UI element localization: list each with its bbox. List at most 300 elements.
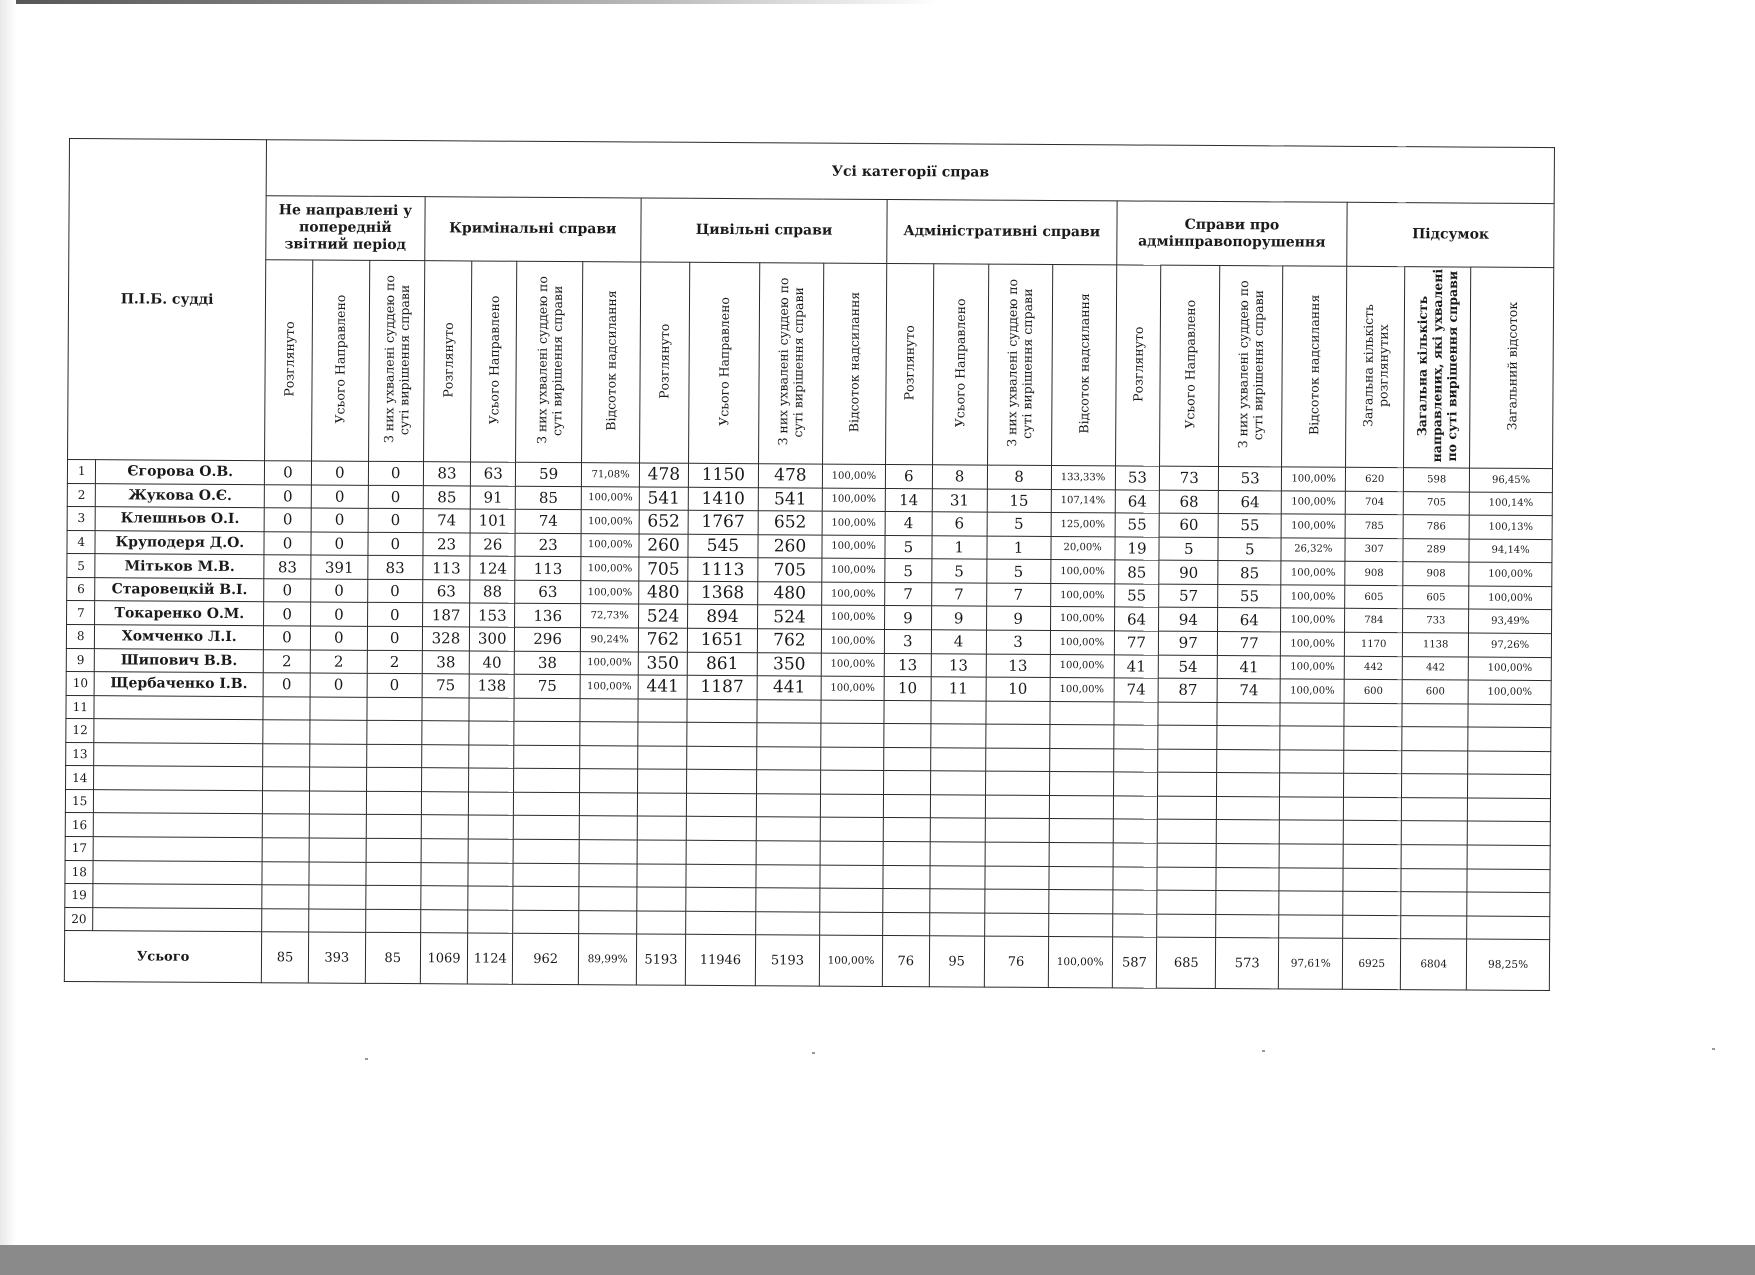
cell: 260 [639, 534, 688, 558]
judges-report-table [64, 138, 1555, 991]
cell: 100,00% [581, 510, 639, 534]
cell [513, 816, 579, 840]
cell: 96,45% [1470, 468, 1553, 492]
cell [469, 698, 514, 722]
cell [421, 862, 469, 886]
cell: 13 [884, 653, 931, 677]
cell [985, 819, 1049, 843]
cell [1401, 892, 1467, 916]
cell: 5 [885, 535, 932, 559]
cell: 55 [1115, 513, 1160, 537]
cell: 0 [264, 579, 311, 603]
all-categories-header: Усі категорії справ [266, 140, 1554, 204]
cell: 55 [1218, 514, 1281, 538]
cell: 0 [311, 532, 368, 556]
cell [263, 743, 310, 767]
cell [1279, 915, 1343, 939]
cell: 100,00% [1468, 680, 1551, 704]
scan-edge-top [0, 0, 940, 4]
cell: 894 [687, 605, 757, 629]
subheader-label: З них ухвалені суддею по суті вирішення справи [1004, 279, 1036, 448]
cell [469, 768, 514, 792]
cell: 100,00% [821, 653, 884, 677]
cell: 91 [471, 486, 516, 510]
judge-name: Клешньов О.І. [96, 507, 265, 532]
cell: 13 [931, 653, 986, 677]
subheader-g0-1 [311, 260, 369, 461]
cell: 524 [639, 604, 688, 628]
cell [930, 865, 985, 889]
cell [1113, 725, 1158, 749]
cell [468, 886, 513, 910]
judge-name [93, 860, 262, 885]
cell [1344, 703, 1402, 727]
cell [365, 909, 420, 933]
cell: 600 [1344, 679, 1402, 703]
cell [580, 745, 638, 769]
cell: 23 [423, 532, 471, 556]
total-cell: 587 [1112, 937, 1157, 988]
cell: 15 [987, 489, 1051, 513]
cell: 100,00% [1050, 678, 1114, 702]
cell [513, 910, 579, 934]
cell [263, 791, 310, 815]
total-cell: 100,00% [819, 935, 882, 986]
cell: 350 [638, 651, 687, 675]
cell: 85 [515, 486, 581, 510]
cell [309, 814, 366, 838]
cell [1343, 821, 1401, 845]
cell: 524 [757, 605, 821, 629]
cell [1049, 725, 1113, 749]
cell [884, 700, 931, 724]
cell [757, 699, 821, 723]
cell [309, 862, 366, 886]
subheader-label: Розглянуто [439, 322, 456, 398]
judge-name: Шипович В.В. [95, 648, 264, 673]
cell [1112, 890, 1157, 914]
subheader-label: З них ухвалені суддею по суті вирішення справи [380, 275, 412, 444]
cell [469, 839, 514, 863]
cell [1343, 891, 1401, 915]
cell [1279, 820, 1343, 844]
cell [930, 771, 985, 795]
cell [1157, 867, 1216, 891]
cell [931, 700, 986, 724]
cell [367, 721, 422, 745]
cell: 1 [987, 536, 1051, 560]
cell [929, 912, 984, 936]
cell: 0 [310, 673, 367, 697]
row-number: 10 [66, 672, 95, 696]
cell: 100,00% [1281, 490, 1345, 514]
cell: 100,00% [1280, 679, 1344, 703]
cell [1280, 773, 1344, 797]
subheader-g5-1 [1404, 267, 1471, 468]
cell [1113, 843, 1158, 867]
subheader-label: Усього Направлено [716, 297, 732, 426]
scan-speck [365, 1058, 368, 1060]
cell [580, 698, 638, 722]
cell: 74 [423, 509, 471, 533]
cell [1158, 702, 1217, 726]
cell: 74 [1217, 679, 1280, 703]
cell: 0 [368, 461, 423, 485]
total-cell: 573 [1216, 938, 1279, 989]
total-cell: 11946 [685, 935, 755, 986]
subheader-g3-3 [1051, 265, 1116, 466]
cell [883, 889, 930, 913]
cell: 0 [264, 626, 311, 650]
cell: 1187 [687, 675, 757, 699]
cell [821, 723, 884, 747]
subheader-g3-2 [987, 264, 1052, 465]
cell [309, 838, 366, 862]
cell [985, 771, 1049, 795]
row-number: 18 [65, 860, 94, 884]
cell: 94,14% [1469, 539, 1552, 563]
cell [637, 864, 686, 888]
cell: 0 [367, 626, 422, 650]
cell [1344, 774, 1402, 798]
cell [930, 842, 985, 866]
cell: 600 [1402, 680, 1468, 704]
cell: 5 [932, 559, 987, 583]
cell: 75 [514, 674, 580, 698]
cell [985, 842, 1049, 866]
cell [1158, 725, 1217, 749]
cell [513, 863, 579, 887]
subheader-g1-1 [471, 261, 517, 462]
cell [1344, 797, 1402, 821]
cell [984, 913, 1048, 937]
cell [1401, 915, 1467, 939]
cell [1402, 798, 1468, 822]
cell [1402, 703, 1468, 727]
cell [1279, 867, 1343, 891]
cell [263, 720, 310, 744]
cell: 0 [367, 603, 422, 627]
cell: 100,00% [581, 557, 639, 581]
cell: 391 [311, 555, 368, 579]
cell: 0 [310, 626, 367, 650]
cell: 90,24% [581, 628, 639, 652]
cell: 652 [639, 510, 688, 534]
cell: 74 [1114, 678, 1159, 702]
cell [883, 865, 930, 889]
cell: 71,08% [582, 463, 640, 487]
cell [1049, 748, 1113, 772]
cell: 97,26% [1469, 633, 1552, 657]
cell: 1170 [1345, 632, 1403, 656]
total-cell: 97,61% [1279, 938, 1343, 989]
cell: 85 [423, 485, 471, 509]
cell [1280, 726, 1344, 750]
cell: 296 [515, 627, 581, 651]
cell: 0 [263, 673, 310, 697]
cell [514, 769, 580, 793]
subheader-g5-2 [1470, 267, 1554, 469]
cell: 60 [1159, 513, 1218, 537]
row-number: 19 [65, 884, 94, 908]
cell [637, 911, 686, 935]
cell [580, 722, 638, 746]
cell: 23 [515, 533, 581, 557]
subheader-label: Усього Направлено [952, 298, 969, 428]
cell [366, 815, 421, 839]
cell: 100,00% [1050, 583, 1114, 607]
subheader-label: Загальна кількість розглянутих [1359, 303, 1391, 427]
subheader-g3-1 [932, 264, 988, 465]
subheader-label: Загальний відсоток [1503, 302, 1520, 431]
judge-name [94, 766, 263, 791]
cell: 113 [422, 556, 470, 580]
cell [757, 723, 821, 747]
total-cell: 76 [882, 936, 929, 987]
cell: 97 [1159, 631, 1218, 655]
judge-name: Мітьков М.В. [95, 554, 264, 579]
cell: 73 [1160, 466, 1219, 490]
cell: 6 [932, 512, 987, 536]
cell: 41 [1114, 654, 1159, 678]
cell [820, 865, 883, 889]
cell: 762 [757, 629, 821, 653]
cell [638, 722, 687, 746]
cell [820, 818, 883, 842]
cell: 2 [310, 649, 367, 673]
row-number: 15 [65, 789, 94, 813]
cell: 3 [986, 630, 1050, 654]
cell: 861 [687, 652, 757, 676]
cell [637, 887, 686, 911]
cell: 64 [1218, 490, 1281, 514]
judge-name [93, 884, 262, 909]
cell: 93,49% [1469, 609, 1552, 633]
total-cell: 76 [984, 936, 1048, 987]
cell: 100,00% [822, 511, 885, 535]
cell [1468, 798, 1551, 822]
cell [1216, 820, 1279, 844]
cell: 26,32% [1281, 538, 1345, 562]
cell: 100,00% [1280, 655, 1344, 679]
cell: 100,00% [1469, 586, 1552, 610]
cell [1113, 772, 1158, 796]
cell [262, 814, 309, 838]
cell: 705 [639, 557, 688, 581]
cell [883, 841, 930, 865]
judge-name: Жукова О.Є. [96, 483, 265, 508]
cell [1049, 819, 1113, 843]
cell: 85 [1114, 560, 1159, 584]
cell [820, 888, 883, 912]
cell: 101 [471, 509, 516, 533]
cell: 53 [1219, 467, 1282, 491]
cell [1157, 890, 1216, 914]
cell [1468, 751, 1551, 775]
cell [1279, 891, 1343, 915]
cell: 9 [884, 606, 931, 630]
subheader-g4-3 [1282, 266, 1347, 467]
cell [580, 793, 638, 817]
subheader-label: Відсоток надсилання [1306, 294, 1323, 436]
judge-name: Єгорова О.В. [96, 460, 265, 485]
subheader-g3-0 [886, 263, 934, 464]
cell: 307 [1345, 538, 1403, 562]
cell: 100,00% [821, 605, 884, 629]
cell: 541 [639, 487, 688, 511]
row-number: 4 [67, 530, 96, 554]
total-row [64, 931, 1549, 991]
cell [638, 699, 687, 723]
cell [637, 816, 686, 840]
cell: 38 [422, 650, 470, 674]
cell [366, 885, 421, 909]
total-cell: 85 [261, 932, 308, 983]
total-cell: 5193 [755, 935, 819, 986]
cell: 100,00% [1281, 561, 1345, 585]
subheader-label: Розглянуто [901, 324, 918, 401]
total-cell: 98,25% [1467, 939, 1550, 990]
cell [1279, 844, 1343, 868]
cell: 113 [515, 556, 581, 580]
cell: 100,00% [1282, 467, 1346, 491]
judge-name [94, 719, 263, 744]
cell: 100,00% [822, 558, 885, 582]
scan-speck [1712, 1048, 1715, 1050]
cell: 100,00% [822, 582, 885, 606]
cell: 908 [1345, 562, 1403, 586]
total-cell: 95 [929, 936, 984, 987]
scan-speck [812, 1052, 815, 1054]
subheader-g1-3 [582, 262, 641, 463]
cell [1344, 726, 1402, 750]
cell: 6 [885, 464, 932, 488]
cell: 13 [986, 654, 1050, 678]
cell [756, 888, 820, 912]
cell [821, 747, 884, 771]
cell: 289 [1403, 538, 1469, 562]
row-number: 11 [66, 695, 95, 719]
cell: 57 [1159, 584, 1218, 608]
cell [1280, 797, 1344, 821]
subheader-label: Усього Направлено [332, 294, 349, 424]
cell [687, 699, 757, 723]
cell: 74 [515, 509, 581, 533]
cell [1050, 701, 1114, 725]
cell [820, 841, 883, 865]
cell [884, 747, 931, 771]
cell: 63 [471, 462, 516, 486]
cell: 0 [264, 508, 311, 532]
cell: 480 [758, 582, 822, 606]
cell: 100,14% [1469, 492, 1552, 516]
subheader-g2-0 [640, 262, 690, 463]
cell: 77 [1114, 631, 1159, 655]
cell [930, 748, 985, 772]
cell [366, 862, 421, 886]
cell: 63 [515, 580, 581, 604]
row-number: 2 [67, 483, 96, 507]
cell [579, 840, 637, 864]
cell [756, 841, 820, 865]
cell [1343, 844, 1401, 868]
cell [1217, 726, 1280, 750]
cell: 75 [422, 674, 470, 698]
cell: 1410 [688, 487, 758, 511]
cell [310, 720, 367, 744]
cell [1158, 820, 1217, 844]
cell [1216, 844, 1279, 868]
cell [883, 912, 930, 936]
cell: 300 [470, 627, 515, 651]
cell: 0 [310, 602, 367, 626]
cell: 442 [1344, 656, 1402, 680]
cell: 0 [311, 485, 368, 509]
row-number: 6 [67, 577, 96, 601]
subheader-g2-2 [758, 263, 823, 464]
cell: 4 [885, 512, 932, 536]
cell: 100,13% [1469, 515, 1552, 539]
cell [1049, 866, 1113, 890]
cell: 100,00% [581, 486, 639, 510]
cell [580, 769, 638, 793]
cell: 77 [1218, 631, 1281, 655]
total-cell: 1069 [420, 933, 468, 984]
cell [366, 744, 421, 768]
cell: 72,73% [581, 604, 639, 628]
subheader-g0-2 [368, 260, 424, 461]
cell [469, 721, 514, 745]
subheader-label: Усього Направлено [1182, 299, 1198, 429]
cell: 478 [639, 463, 688, 487]
cell [1402, 750, 1468, 774]
cell [421, 815, 469, 839]
total-cell: 5193 [636, 934, 685, 985]
cell: 260 [758, 534, 822, 558]
row-number: 17 [65, 836, 94, 860]
cell [756, 911, 820, 935]
cell [1402, 727, 1468, 751]
cell: 100,00% [1050, 560, 1114, 584]
total-cell: 393 [308, 932, 365, 983]
cell: 14 [885, 488, 932, 512]
cell [422, 697, 470, 721]
group-header-not-sent: Не направлені у попередній звітний період [266, 196, 425, 261]
cell: 0 [264, 531, 311, 555]
cell [686, 793, 756, 817]
cell [1344, 750, 1402, 774]
cell: 83 [368, 556, 423, 580]
cell [756, 770, 820, 794]
total-cell: 962 [512, 933, 578, 984]
cell: 1138 [1403, 633, 1469, 657]
cell: 785 [1345, 514, 1403, 538]
cell: 480 [639, 581, 688, 605]
row-number: 3 [67, 507, 96, 531]
cell [366, 838, 421, 862]
name-column-header: П.І.Б. судді [68, 139, 267, 461]
subheader-label: Розглянуто [656, 323, 673, 399]
cell: 1150 [688, 463, 758, 487]
cell [514, 745, 580, 769]
cell [821, 700, 884, 724]
cell: 1767 [688, 510, 758, 534]
cell: 107,14% [1051, 489, 1115, 513]
row-number: 8 [66, 624, 95, 648]
cell: 83 [423, 462, 471, 486]
cell: 125,00% [1051, 513, 1115, 537]
judge-name: Круподеря Д.О. [95, 530, 264, 555]
